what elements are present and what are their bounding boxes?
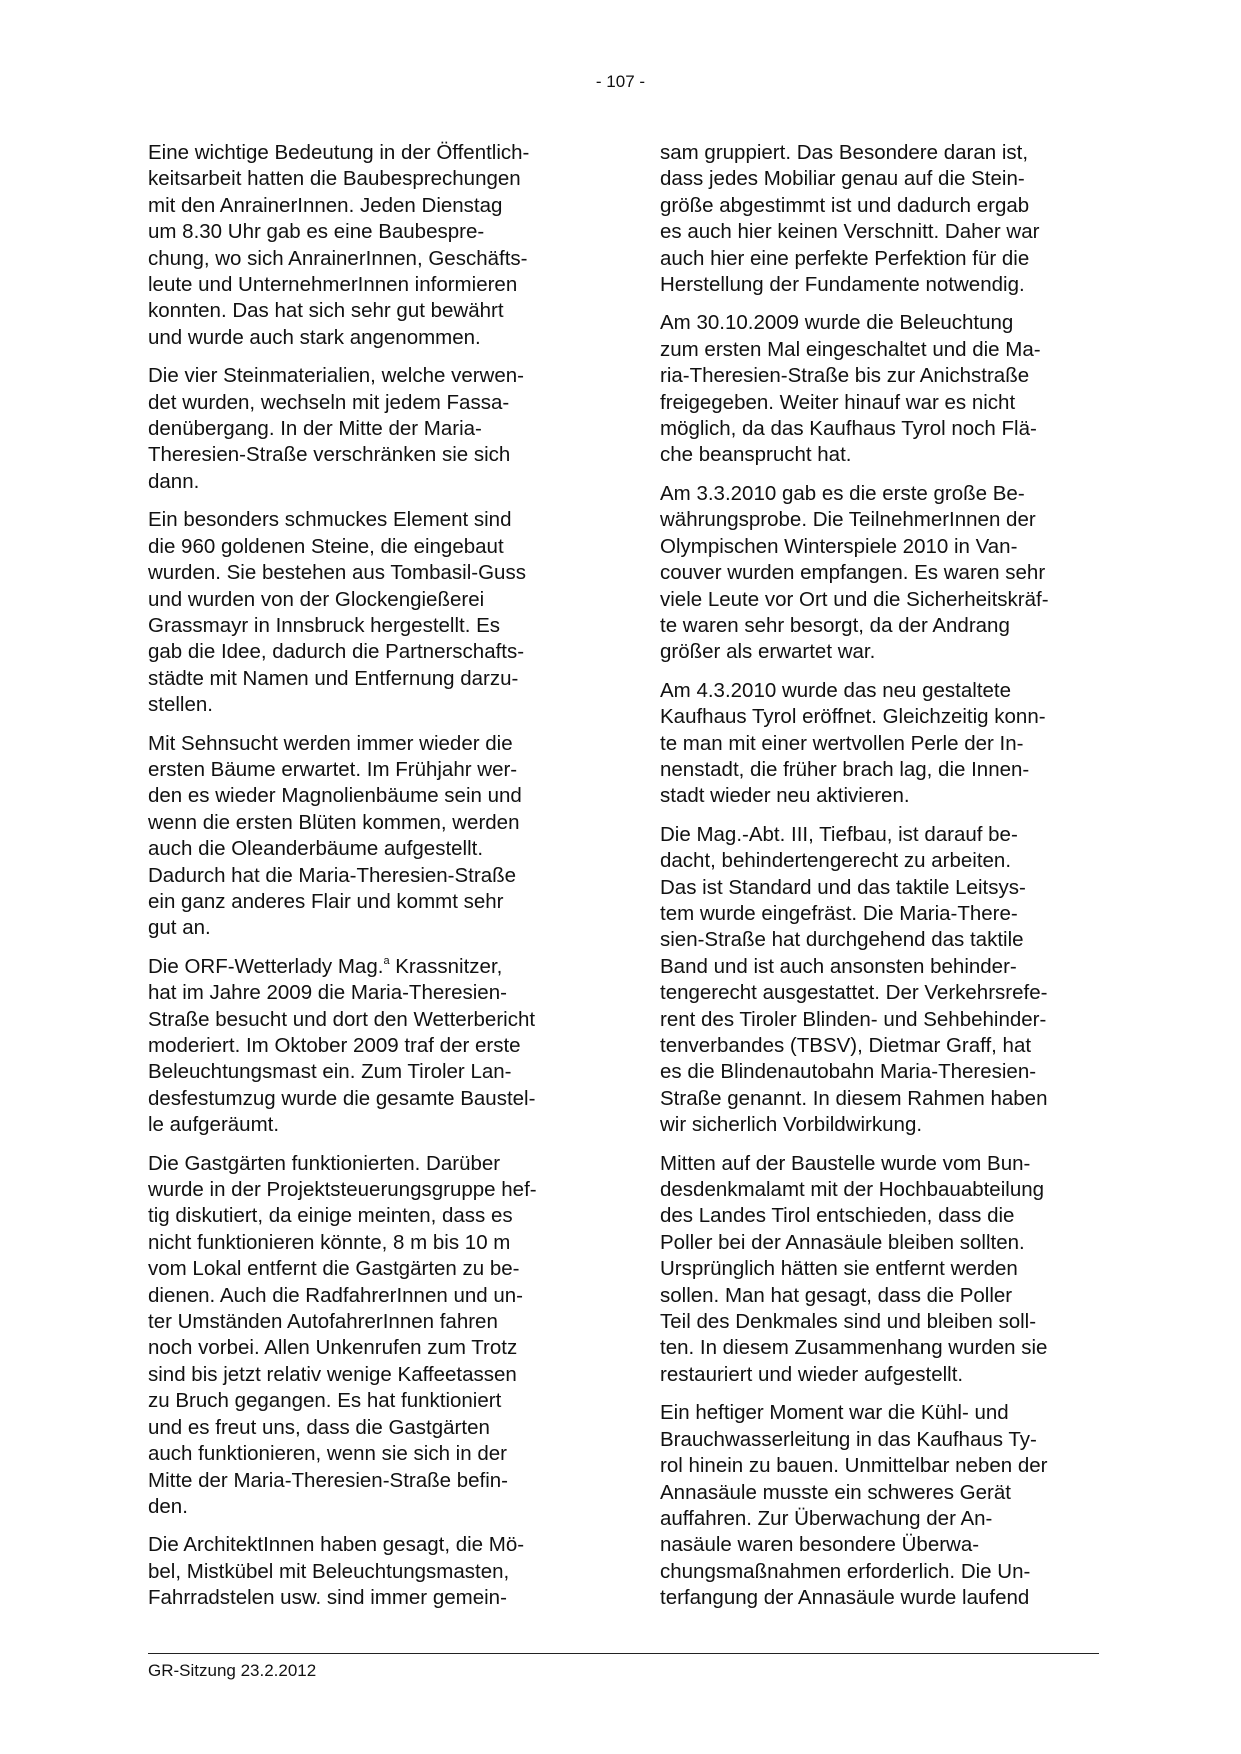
page-number: - 107 - — [595, 72, 646, 91]
paragraph: Am 4.3.2010 wurde das neu gestaltete Kaufhaus Tyrol eröffnet. Gleichzeitig konn- te man mit einer wertvollen Perle der In- nenstadt, die früher brach lag, die Innen- stadt wieder neu aktivieren. — [660, 678, 1046, 808]
superscript: a — [383, 954, 390, 967]
footer-text: GR-Sitzung 23.2.2012 — [148, 1661, 317, 1680]
paragraph: Die vier Steinmaterialien, welche verwen- det wurden, wechseln mit jedem Fassa- denübergang. In der Mitte der Maria- Theresien-Straße verschränken sie sich dann. — [148, 364, 524, 493]
paragraph: Die Mag.-Abt. III, Tiefbau, ist darauf be- dacht, behindertengerecht zu arbeiten. Das ist Standard und das taktile Leitsys- tem wurde eingefräst. Die Maria-There- sien-Straße hat durchgehend das taktile Band und ist auch ansonsten behinder- tengerecht ausgestattet. Der Verkehrsrefe- rent des Tiroler Blinden- und Sehbehinder- tenverbandes (TBSV), Dietmar Graff, hat es die Blindenautobahn Maria-Theresien- Straße genannt. In diesem Rahmen haben wir sicherlich Vorbildwirkung. — [660, 822, 1048, 1137]
footer-divider — [148, 1653, 1099, 1654]
right-column — [660, 140, 1100, 1624]
paragraph: Am 30.10.2009 wurde die Beleuchtung zum ersten Mal eingeschaltet und die Ma- ria-Theresien-Straße bis zur Anichstraße freigegeben. Weiter hinauf war es nicht möglich, da das Kaufhaus Tyrol noch Flä- che beansprucht hat. — [660, 311, 1041, 467]
paragraph: Ein heftiger Moment war die Kühl- und Brauchwasserleitung in das Kaufhaus Ty- rol hinein zu bauen. Unmittelbar neben der Annasäule musste ein schweres Gerät auffahren. Zur Überwachung der An- nasäule waren besondere Überwa- chungsmaßnahmen erforderlich. Die Un- terfangung der Annasäule wurde laufend — [660, 1401, 1048, 1610]
paragraph: Ein besonders schmuckes Element sind die 960 goldenen Steine, die eingebaut wurden. Sie bestehen aus Tombasil-Guss und wurden von der Glockengießerei Grassmayr in Innsbruck hergestellt. Es gab die Idee, dadurch die Partnerschafts- städte mit Namen und Entfernung darzu- stellen. — [148, 508, 526, 717]
paragraph — [148, 954, 588, 1139]
paragraph: Die Gastgärten funktionierten. Darüber wurde in der Projektsteuerungsgruppe hef- tig diskutiert, da einige meinten, dass es nicht funktionieren könnte, 8 m bis 10 m vom Lokal entfernt die Gastgärten zu be- dienen. Auch die RadfahrerInnen und un- ter Umständen AutofahrerInnen fahren noch vorbei. Allen Unkenrufen zum Trotz sind bis jetzt relativ wenige Kaffeetassen zu Bruch gegangen. Es hat funktioniert und es freut uns, dass die Gastgärten auch funktionieren, wenn sie sich in der Mitte der Maria-Theresien-Straße befin- den. — [148, 1151, 537, 1518]
paragraph: Am 3.3.2010 gab es die erste große Be- währungsprobe. Die TeilnehmerInnen der Olympischen Winterspiele 2010 in Van- couver wurden empfangen. Es waren sehr viele Leute vor Ort und die Sicherheitskräf- te waren sehr besorgt, da der Andrang größer als erwartet war. — [660, 481, 1049, 664]
paragraph-text: Krassnitzer, hat im Jahre 2009 die Maria-Theresien- Straße besucht und dort den Wetterbericht moderiert. Im Oktober 2009 traf der erste Beleuchtungsmast ein. Zum Tiroler Lan- desfestumzug wurde die gesamte Baustel- le aufgeräumt. — [148, 954, 536, 1137]
paragraph-text: Die ORF-Wetterlady Mag. — [148, 954, 384, 978]
paragraph: Die ArchitektInnen haben gesagt, die Mö- bel, Mistkübel mit Beleuchtungsmasten, Fahrradstelen usw. sind immer gemein- — [148, 1533, 525, 1610]
paragraph: sam gruppiert. Das Besondere daran ist, dass jedes Mobiliar genau auf die Stein- größe abgestimmt ist und dadurch ergab es auch hier keinen Verschnitt. Daher war auch hier eine perfekte Perfektion für die Herstellung der Fundamente notwendig. — [660, 141, 1040, 297]
paragraph: Eine wichtige Bedeutung in der Öffentlich- keitsarbeit hatten die Baubesprechungen mit den AnrainerInnen. Jeden Dienstag um 8.30 Uhr gab es eine Baubespre- chung, wo sich AnrainerInnen, Geschäfts- leute und UnternehmerInnen informieren konnten. Das hat sich sehr gut bewährt und wurde auch stark angenommen. — [148, 141, 530, 349]
paragraph: Mit Sehnsucht werden immer wieder die ersten Bäume erwartet. Im Frühjahr wer- den es wieder Magnolienbäume sein und wenn die ersten Blüten kommen, werden auch die Oleanderbäume aufgestellt. Dadurch hat die Maria-Theresien-Straße ein ganz anderes Flair und kommt sehr gut an. — [148, 731, 522, 940]
left-column — [148, 140, 588, 1624]
paragraph: Mitten auf der Baustelle wurde vom Bun- desdenkmalamt mit der Hochbauabteilung des Landes Tirol entschieden, dass die Poller bei der Annasäule bleiben sollten. Ursprünglich hätten sie entfernt werden sollen. Man hat gesagt, dass die Poller Teil des Denkmales sind und bleiben soll- ten. In diesem Zusammenhang wurden sie restauriert und wieder aufgestellt. — [660, 1151, 1048, 1386]
